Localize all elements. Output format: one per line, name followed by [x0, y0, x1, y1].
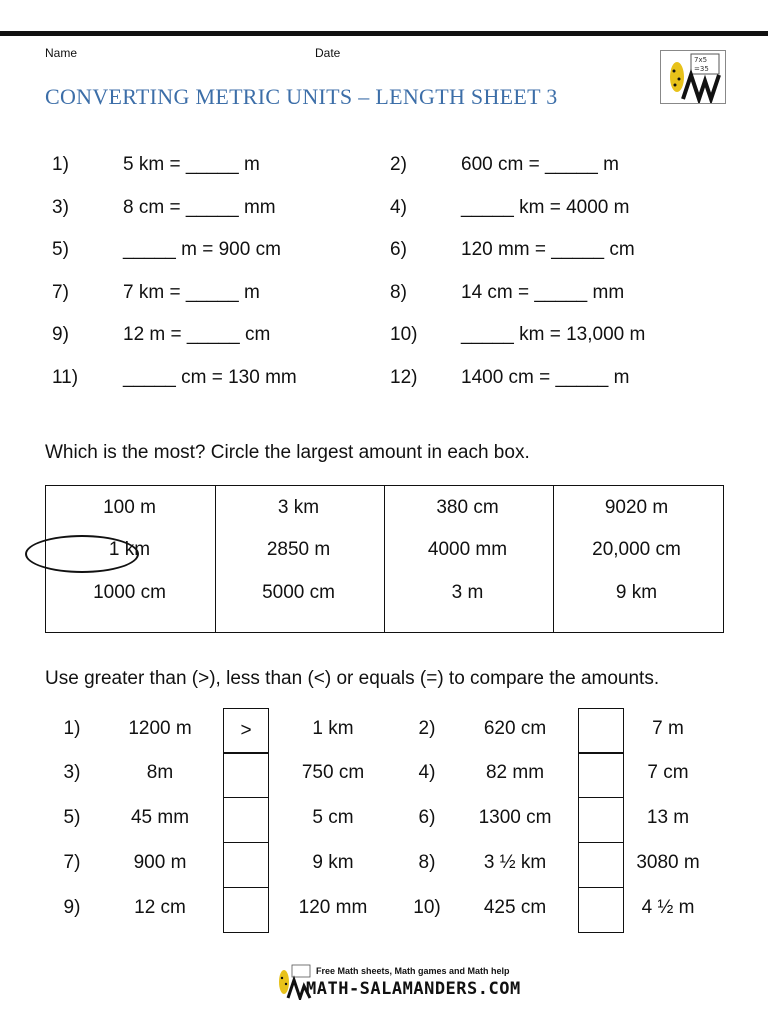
top-rule	[0, 31, 768, 36]
page-title: CONVERTING METRIC UNITS – LENGTH SHEET 3	[45, 84, 558, 109]
conversion-expression[interactable]: _____ cm = 130 mm	[123, 367, 297, 388]
math-salamanders-logo-icon	[660, 50, 726, 104]
svg-text:7x5: 7x5	[694, 56, 708, 64]
compare-number: 6)	[418, 807, 436, 828]
compare-right-amount: 9 km	[312, 852, 354, 873]
amount-option[interactable]: 3 m	[451, 582, 484, 603]
conversion-expression[interactable]: 8 cm = _____ mm	[123, 197, 276, 218]
conversion-expression[interactable]: 12 m = _____ cm	[123, 324, 271, 345]
compare-left-amount: 3 ½ km	[483, 852, 547, 873]
compare-left-amount: 12 cm	[134, 897, 186, 918]
conversion-expression[interactable]: 1400 cm = _____ m	[461, 367, 630, 388]
conversion-number: 1)	[52, 154, 69, 175]
compare-right-amount: 13 m	[646, 807, 690, 828]
compare-left-amount: 45 mm	[130, 807, 190, 828]
compare-answer-box[interactable]	[223, 842, 269, 888]
name-label: Name	[45, 46, 78, 60]
conversion-number: 12)	[390, 367, 418, 388]
compare-number: 2)	[418, 718, 436, 739]
conversion-number: 4)	[390, 197, 407, 218]
compare-left-amount: 900 m	[133, 852, 187, 873]
compare-answer-box[interactable]	[223, 752, 269, 798]
conversion-expression[interactable]: _____ km = 4000 m	[461, 197, 630, 218]
amount-option[interactable]: 100 m	[103, 497, 156, 518]
conversion-number: 11)	[52, 367, 79, 388]
conversion-expression[interactable]: 7 km = _____ m	[123, 282, 260, 303]
compare-answer-box[interactable]: >	[223, 708, 269, 754]
compare-right-amount: 120 mm	[298, 897, 368, 918]
amount-option[interactable]: 3 km	[277, 497, 320, 518]
compare-answer-box[interactable]	[223, 887, 269, 933]
conversion-number: 7)	[52, 282, 69, 303]
most-instruction: Which is the most? Circle the largest amount in each box.	[45, 442, 530, 463]
compare-right-amount: 7 cm	[647, 762, 689, 783]
compare-answer-box[interactable]	[223, 797, 269, 843]
compare-left-amount: 8m	[146, 762, 174, 783]
conversion-expression[interactable]: 600 cm = _____ m	[461, 154, 619, 175]
compare-number: 3)	[63, 762, 81, 783]
compare-number: 1)	[63, 718, 81, 739]
amount-option[interactable]: 1 km	[108, 539, 151, 560]
compare-left-amount: 82 mm	[485, 762, 545, 783]
conversion-expression[interactable]: 120 mm = _____ cm	[461, 239, 635, 260]
compare-left-amount: 425 cm	[483, 897, 547, 918]
compare-right-amount: 4 ½ m	[641, 897, 695, 918]
amount-option[interactable]: 1000 cm	[93, 582, 166, 603]
footer-site: MATH-SALAMANDERS.COM	[306, 979, 521, 999]
amount-option[interactable]: 9020 m	[604, 497, 669, 518]
amount-option[interactable]: 9 km	[615, 582, 658, 603]
compare-number: 7)	[63, 852, 81, 873]
compare-right-amount: 7 m	[652, 718, 684, 739]
amount-option[interactable]: 5000 cm	[262, 582, 335, 603]
amount-option[interactable]: 2850 m	[266, 539, 331, 560]
conversion-number: 10)	[390, 324, 418, 345]
conversion-number: 5)	[52, 239, 69, 260]
amount-option[interactable]: 380 cm	[436, 497, 499, 518]
compare-number: 9)	[63, 897, 81, 918]
compare-left-amount: 1300 cm	[478, 807, 552, 828]
compare-left-amount: 1200 m	[128, 718, 192, 739]
footer-tagline: Free Math sheets, Math games and Math help	[316, 966, 510, 976]
conversion-number: 2)	[390, 154, 407, 175]
compare-instruction: Use greater than (>), less than (<) or equals (=) to compare the amounts.	[45, 668, 660, 689]
amount-option[interactable]: 4000 mm	[427, 539, 508, 560]
compare-number: 8)	[418, 852, 436, 873]
conversion-expression[interactable]: _____ km = 13,000 m	[461, 324, 646, 345]
compare-right-amount: 1 km	[312, 718, 354, 739]
conversion-expression[interactable]: 5 km = _____ m	[123, 154, 260, 175]
compare-right-amount: 750 cm	[301, 762, 365, 783]
conversion-expression[interactable]: 14 cm = _____ mm	[461, 282, 625, 303]
compare-number: 10)	[413, 897, 441, 918]
date-label: Date	[315, 46, 341, 60]
conversion-number: 3)	[52, 197, 69, 218]
compare-number: 5)	[63, 807, 81, 828]
conversion-number: 9)	[52, 324, 69, 345]
conversion-number: 6)	[390, 239, 407, 260]
compare-left-amount: 620 cm	[483, 718, 547, 739]
conversion-number: 8)	[390, 282, 407, 303]
amount-option[interactable]: 20,000 cm	[592, 539, 681, 560]
answer-circle	[25, 535, 139, 573]
conversion-expression[interactable]: _____ m = 900 cm	[123, 239, 281, 260]
compare-right-amount: 3080 m	[636, 852, 700, 873]
compare-number: 4)	[418, 762, 436, 783]
svg-text:=35: =35	[694, 65, 709, 73]
compare-right-amount: 5 cm	[312, 807, 354, 828]
